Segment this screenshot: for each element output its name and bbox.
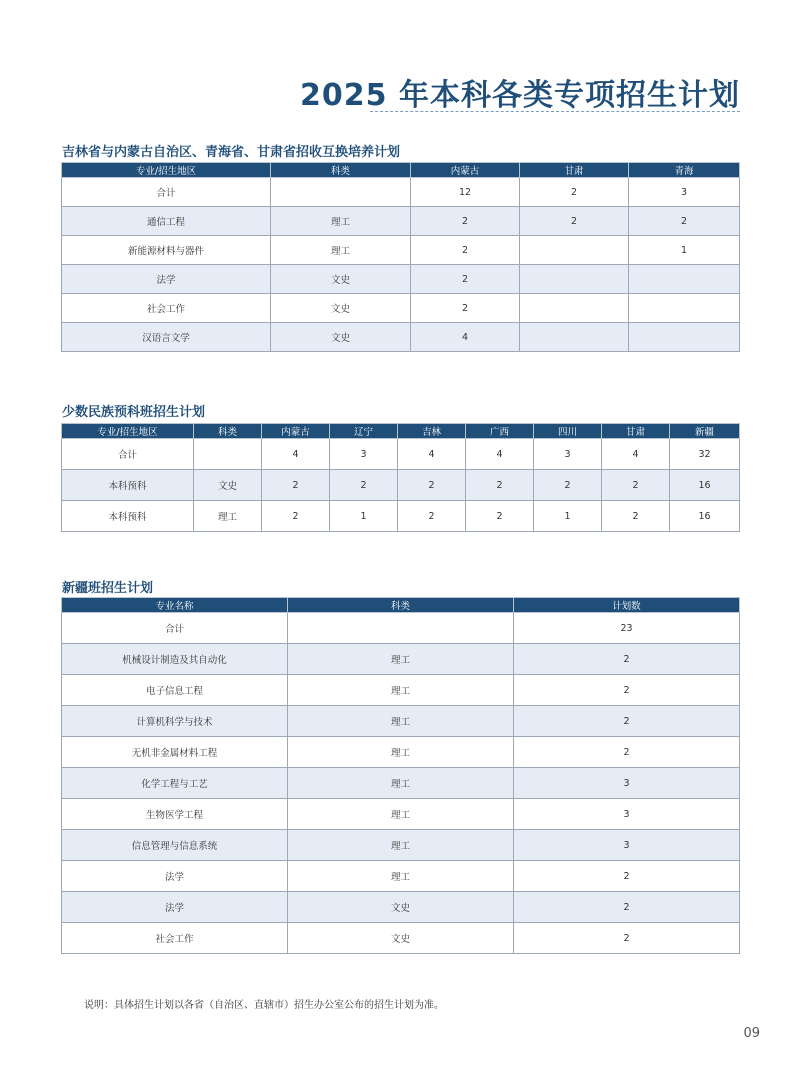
table-cell: 2 [514, 923, 740, 954]
table-row [62, 861, 740, 892]
table-cell: 2 [514, 737, 740, 768]
table-row [62, 265, 740, 294]
table-cell: 16 [670, 470, 740, 501]
table-cell: 4 [466, 439, 534, 470]
column-header: 科类 [194, 424, 262, 439]
column-header: 专业/招生地区 [62, 163, 271, 178]
table-cell: 文史 [271, 323, 411, 352]
table-cell: 无机非金属材料工程 [62, 737, 288, 768]
column-header: 计划数 [514, 598, 740, 613]
table-cell: 机械设计制造及其自动化 [62, 644, 288, 675]
table-cell [520, 323, 629, 352]
table-cell [520, 294, 629, 323]
table-cell: 化学工程与工艺 [62, 768, 288, 799]
page-number: 09 [743, 1026, 760, 1041]
table-row [62, 470, 740, 501]
exchange-plan-table [61, 162, 740, 352]
table-cell: 2 [411, 294, 520, 323]
column-header: 专业名称 [62, 598, 288, 613]
table-cell: 2 [466, 501, 534, 532]
table-cell: 新能源材料与器件 [62, 236, 271, 265]
table-row [62, 207, 740, 236]
table-header-row [62, 598, 740, 613]
table-cell: 合计 [62, 439, 194, 470]
column-header: 内蒙古 [411, 163, 520, 178]
table-cell: 汉语言文学 [62, 323, 271, 352]
column-header: 吉林 [398, 424, 466, 439]
table-cell [520, 265, 629, 294]
table-row [62, 923, 740, 954]
table-row [62, 768, 740, 799]
table-cell: 2 [411, 207, 520, 236]
table-cell: 2 [514, 706, 740, 737]
table-cell: 3 [514, 799, 740, 830]
column-header: 辽宁 [330, 424, 398, 439]
table-cell: 合计 [62, 178, 271, 207]
table-cell: 12 [411, 178, 520, 207]
table-row [62, 439, 740, 470]
table-cell: 3 [629, 178, 740, 207]
section-title-preparatory-plan: 少数民族预科班招生计划 [62, 405, 206, 420]
table-cell: 3 [330, 439, 398, 470]
table-cell: 2 [534, 470, 602, 501]
table-cell [520, 236, 629, 265]
table-cell: 理工 [288, 768, 514, 799]
table-cell: 23 [514, 613, 740, 644]
table-cell [194, 439, 262, 470]
table-cell: 理工 [288, 799, 514, 830]
table-cell: 理工 [288, 737, 514, 768]
table-cell: 本科预科 [62, 470, 194, 501]
table-cell: 4 [411, 323, 520, 352]
table-cell: 生物医学工程 [62, 799, 288, 830]
table-cell: 2 [629, 207, 740, 236]
table-cell: 2 [398, 470, 466, 501]
table-cell: 理工 [194, 501, 262, 532]
table-cell: 16 [670, 501, 740, 532]
table-header-row [62, 163, 740, 178]
column-header: 科类 [271, 163, 411, 178]
table-cell: 2 [514, 892, 740, 923]
table-cell: 文史 [271, 294, 411, 323]
section-title-xinjiang-plan: 新疆班招生计划 [62, 581, 154, 596]
table-cell: 2 [262, 470, 330, 501]
table-cell: 法学 [62, 265, 271, 294]
preparatory-plan-table [61, 423, 740, 532]
column-header: 内蒙古 [262, 424, 330, 439]
table-row [62, 294, 740, 323]
table-cell [629, 265, 740, 294]
table-cell: 2 [520, 178, 629, 207]
table-cell: 1 [534, 501, 602, 532]
table-cell: 理工 [271, 207, 411, 236]
column-header: 甘肃 [520, 163, 629, 178]
table-cell: 4 [398, 439, 466, 470]
table-cell: 1 [629, 236, 740, 265]
table-cell: 2 [330, 470, 398, 501]
table-cell: 4 [602, 439, 670, 470]
table-cell: 理工 [288, 861, 514, 892]
table-row [62, 323, 740, 352]
column-header: 甘肃 [602, 424, 670, 439]
table-row [62, 613, 740, 644]
table-cell: 社会工作 [62, 923, 288, 954]
table-row [62, 178, 740, 207]
table-row [62, 706, 740, 737]
column-header: 四川 [534, 424, 602, 439]
table-row [62, 737, 740, 768]
section-title-exchange-plan: 吉林省与内蒙古自治区、青海省、甘肃省招收互换培养计划 [62, 145, 401, 160]
table-cell: 通信工程 [62, 207, 271, 236]
footnote: 说明：具体招生计划以各省（自治区、直辖市）招生办公室公布的招生计划为准。 [84, 1000, 444, 1011]
table-cell: 计算机科学与技术 [62, 706, 288, 737]
table-cell: 社会工作 [62, 294, 271, 323]
table-cell: 法学 [62, 861, 288, 892]
table-cell: 2 [466, 470, 534, 501]
table-cell: 理工 [288, 675, 514, 706]
table-row [62, 644, 740, 675]
table-row [62, 675, 740, 706]
table-cell: 2 [514, 861, 740, 892]
table-cell: 32 [670, 439, 740, 470]
column-header: 广西 [466, 424, 534, 439]
table-cell: 2 [602, 470, 670, 501]
table-cell: 2 [514, 644, 740, 675]
table-row [62, 892, 740, 923]
table-cell: 文史 [288, 892, 514, 923]
table-cell: 文史 [194, 470, 262, 501]
column-header: 专业/招生地区 [62, 424, 194, 439]
table-cell: 本科预科 [62, 501, 194, 532]
table-cell: 理工 [288, 830, 514, 861]
table-cell: 合计 [62, 613, 288, 644]
table-cell: 1 [330, 501, 398, 532]
table-cell: 文史 [288, 923, 514, 954]
table-cell: 3 [534, 439, 602, 470]
page-title: 2025 年本科各类专项招生计划 [300, 78, 740, 113]
table-cell: 2 [602, 501, 670, 532]
table-cell: 2 [398, 501, 466, 532]
table-cell: 3 [514, 768, 740, 799]
table-cell [629, 323, 740, 352]
table-cell: 2 [514, 675, 740, 706]
table-cell: 理工 [288, 644, 514, 675]
column-header: 科类 [288, 598, 514, 613]
title-divider [370, 111, 740, 112]
table-cell: 文史 [271, 265, 411, 294]
table-row [62, 830, 740, 861]
table-cell: 理工 [271, 236, 411, 265]
table-cell: 4 [262, 439, 330, 470]
table-header-row [62, 424, 740, 439]
table-cell [629, 294, 740, 323]
table-row [62, 501, 740, 532]
table-cell: 法学 [62, 892, 288, 923]
column-header: 青海 [629, 163, 740, 178]
table-cell: 2 [520, 207, 629, 236]
table-row [62, 799, 740, 830]
table-cell: 理工 [288, 706, 514, 737]
table-cell [288, 613, 514, 644]
table-row [62, 236, 740, 265]
table-cell: 2 [262, 501, 330, 532]
table-cell: 2 [411, 236, 520, 265]
table-cell [271, 178, 411, 207]
table-cell: 信息管理与信息系统 [62, 830, 288, 861]
xinjiang-plan-table [61, 597, 740, 954]
table-cell: 2 [411, 265, 520, 294]
column-header: 新疆 [670, 424, 740, 439]
table-cell: 3 [514, 830, 740, 861]
table-cell: 电子信息工程 [62, 675, 288, 706]
